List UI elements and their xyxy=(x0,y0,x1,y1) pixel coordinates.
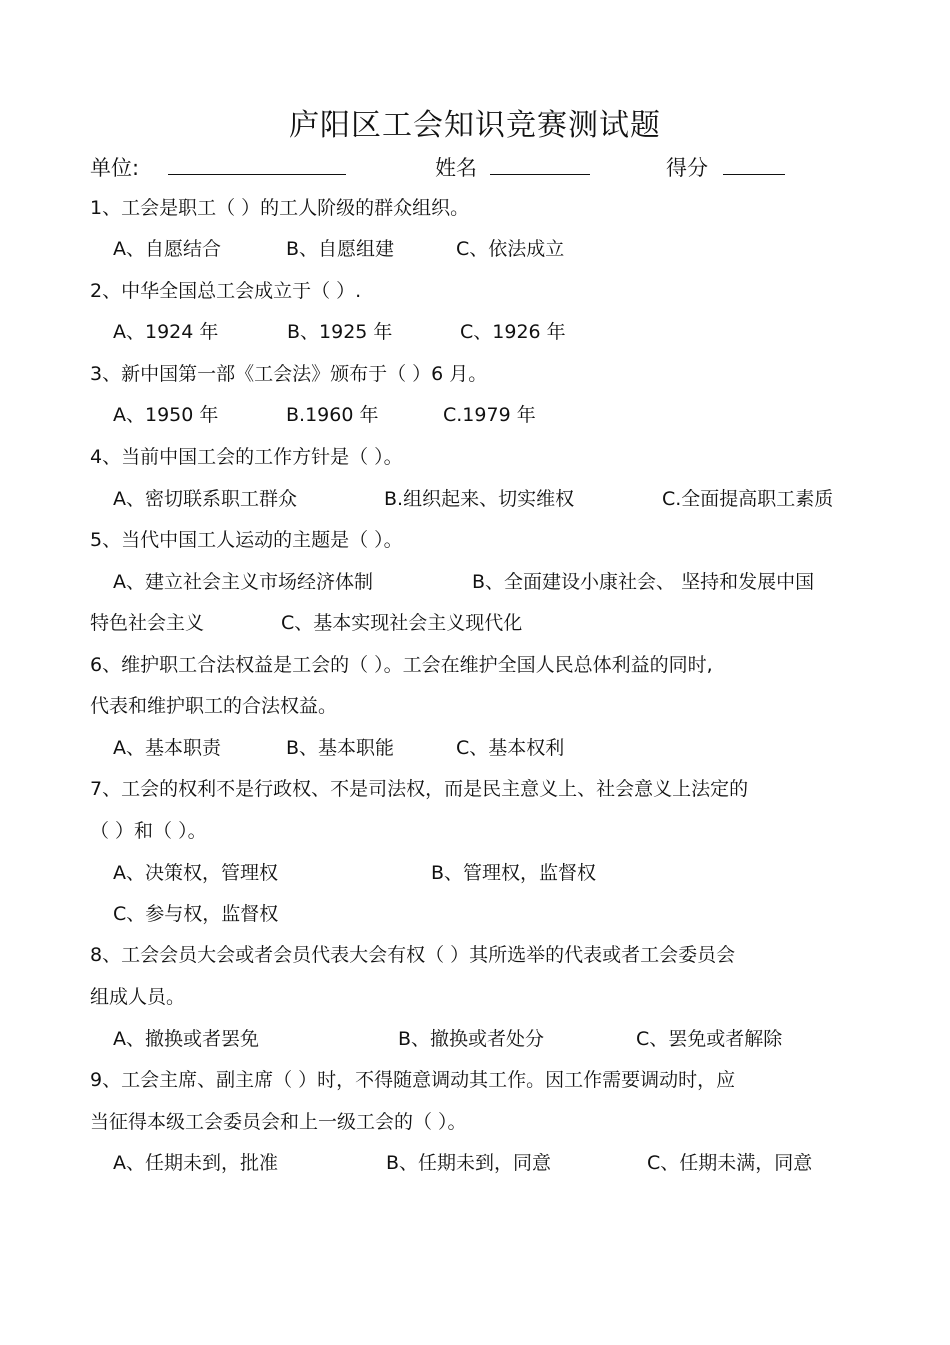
name-field xyxy=(435,152,590,182)
unit-blank[interactable] xyxy=(168,156,346,175)
name-blank[interactable] xyxy=(490,156,590,175)
question-1-option-b[interactable]: B、自愿组建 xyxy=(286,238,395,260)
question-6-stem-continued: 代表和维护职工的合法权益。 xyxy=(90,695,338,717)
question-1-stem: 1、工会是职工（ ）的工人阶级的群众组织。 xyxy=(90,197,470,219)
question-2-option-a[interactable]: A、1924 年 xyxy=(113,321,219,343)
question-9-stem: 9、工会主席、副主席（ ）时，不得随意调动其工作。因工作需要调动时，应 xyxy=(90,1069,736,1091)
question-7-stem-continued: （ ）和（ ）。 xyxy=(90,820,207,842)
question-5-option-a[interactable]: A、建立社会主义市场经济体制 xyxy=(113,571,373,593)
page-title: 庐阳区工会知识竞赛测试题 xyxy=(289,108,661,143)
question-1-option-a[interactable]: A、自愿结合 xyxy=(113,238,221,260)
question-5-stem: 5、当代中国工人运动的主题是（ ）。 xyxy=(90,529,403,551)
question-8-stem: 8、工会会员大会或者会员代表大会有权（ ）其所选举的代表或者工会委员会 xyxy=(90,944,736,966)
question-3-option-c[interactable]: C.1979 年 xyxy=(443,404,536,426)
score-blank[interactable] xyxy=(723,156,785,175)
question-2-option-b[interactable]: B、1925 年 xyxy=(287,321,393,343)
question-6-stem: 6、维护职工合法权益是工会的（ ）。工会在维护全国人民总体利益的同时, xyxy=(90,654,713,676)
score-field xyxy=(666,152,785,182)
question-5-option-b-continued[interactable]: 特色社会主义 xyxy=(90,612,205,634)
question-7-option-c[interactable]: C、参与权，监督权 xyxy=(113,903,279,925)
info-row xyxy=(90,152,870,182)
question-8-stem-continued: 组成人员。 xyxy=(90,986,186,1008)
question-2-option-c[interactable]: C、1926 年 xyxy=(460,321,566,343)
question-8-option-a[interactable]: A、撤换或者罢免 xyxy=(113,1028,259,1050)
question-7-option-a[interactable]: A、决策权，管理权 xyxy=(113,862,278,884)
question-7-option-b[interactable]: B、管理权，监督权 xyxy=(431,862,597,884)
question-4-option-a[interactable]: A、密切联系职工群众 xyxy=(113,488,297,510)
question-9-option-a[interactable]: A、任期未到，批准 xyxy=(113,1152,278,1174)
question-6-option-a[interactable]: A、基本职责 xyxy=(113,737,221,759)
question-5-option-c[interactable]: C、基本实现社会主义现代化 xyxy=(281,612,523,634)
unit-field xyxy=(90,152,346,182)
question-3-option-a[interactable]: A、1950 年 xyxy=(113,404,219,426)
name-label: 姓名 xyxy=(435,156,477,180)
question-2-stem: 2、中华全国总工会成立于（ ）. xyxy=(90,280,362,302)
question-9-option-b[interactable]: B、任期未到，同意 xyxy=(386,1152,552,1174)
question-9-stem-continued: 当征得本级工会委员会和上一级工会的（ ）。 xyxy=(90,1111,467,1133)
question-4-option-c[interactable]: C.全面提高职工素质 xyxy=(662,488,834,510)
question-9-option-c[interactable]: C、任期未满，同意 xyxy=(647,1152,813,1174)
question-6-option-c[interactable]: C、基本权利 xyxy=(456,737,565,759)
question-7-stem: 7、工会的权利不是行政权、不是司法权，而是民主意义上、社会意义上法定的 xyxy=(90,778,749,800)
question-1-option-c[interactable]: C、依法成立 xyxy=(456,238,565,260)
unit-label: 单位: xyxy=(90,156,140,180)
question-8-option-c[interactable]: C、罢免或者解除 xyxy=(636,1028,783,1050)
question-4-option-b[interactable]: B.组织起来、切实维权 xyxy=(384,488,575,510)
question-4-stem: 4、当前中国工会的工作方针是（ ）。 xyxy=(90,446,403,468)
question-3-option-b[interactable]: B.1960 年 xyxy=(286,404,379,426)
question-8-option-b[interactable]: B、撤换或者处分 xyxy=(398,1028,545,1050)
question-6-option-b[interactable]: B、基本职能 xyxy=(286,737,395,759)
score-label: 得分 xyxy=(666,156,708,180)
question-3-stem: 3、新中国第一部《工会法》颁布于（ ）6 月。 xyxy=(90,363,488,385)
question-5-option-b[interactable]: B、全面建设小康社会、 坚持和发展中国 xyxy=(472,571,815,593)
